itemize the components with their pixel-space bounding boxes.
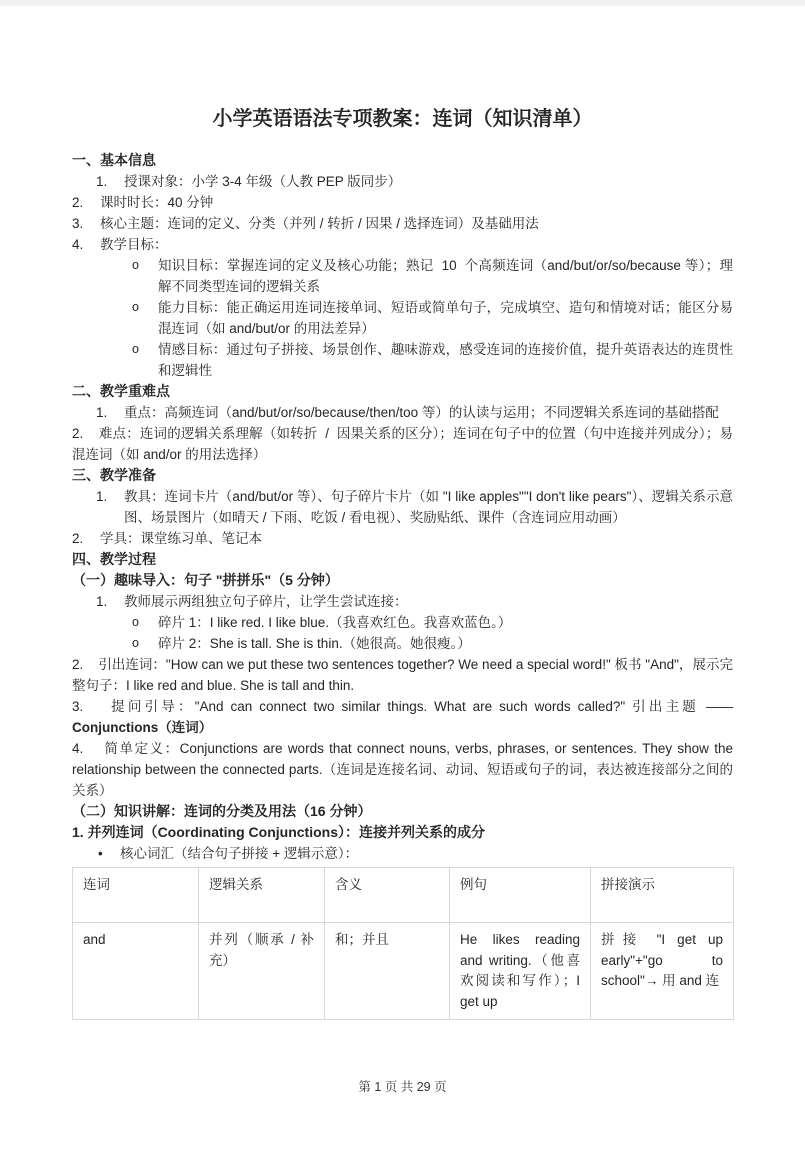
cell-example: He likes reading and writing.（他喜欢阅读和写作）；I get up bbox=[450, 923, 591, 1020]
list-item-key-point bbox=[96, 402, 733, 423]
list-item-core-topic bbox=[72, 213, 733, 234]
cell-splice-demo: 拼接 "I get up early"+"go to school"→ 用 and 连 bbox=[591, 923, 734, 1020]
list-text: 碎片 2：She is tall. She is thin.（她很高。她很瘦。） bbox=[158, 636, 471, 651]
list-item-target-audience bbox=[96, 171, 733, 192]
bullet-core-vocab bbox=[98, 843, 733, 864]
col-header-logic-relation: 逻辑关系 bbox=[199, 868, 325, 923]
goal-item-knowledge bbox=[132, 255, 733, 297]
list-text: 教具：连词卡片（and/but/or 等）、句子碎片卡片（如 "I like apples""I don't like pears"）、逻辑关系示意图、场景图片（如晴天 / 下雨、吃饭 / 看电视）、奖励贴纸、课件（含连词应用动画） bbox=[124, 489, 733, 525]
goal-item-emotion bbox=[132, 339, 733, 381]
table-row-and bbox=[73, 923, 734, 1020]
step3-text: 3. 提问引导："And can connect two similar things. What are such words called?" 引出主题 —— bbox=[72, 699, 733, 714]
heading-process: 四、教学过程 bbox=[72, 551, 156, 567]
list-marker: 1. bbox=[96, 489, 108, 504]
circle-bullet-marker: o bbox=[132, 300, 139, 314]
list-item-step2: 2. 引出连词："How can we put these two sentences together? We need a special word!" 板书 "And"，展示完整句子：I like red and blue. She is tall and thin. bbox=[72, 657, 733, 693]
list-item-teaching-goals bbox=[72, 234, 733, 255]
list-text: 核心主题：连词的定义、分类（并列 / 转折 / 因果 / 选择连词）及基础用法 bbox=[100, 216, 539, 231]
list-text: 能力目标：能正确运用连词连接单词、短语或简单句子，完成填空、造句和情境对话；能区分易混连词（如 and/but/or 的用法差异） bbox=[158, 300, 733, 336]
list-text: 重点：高频连词（and/but/or/so/because/then/too 等）的认读与运用；不同逻辑关系连词的基础搭配 bbox=[124, 405, 719, 420]
list-text: 核心词汇（结合句子拼接 + 逻辑示意）： bbox=[120, 846, 359, 861]
circle-bullet-marker: o bbox=[132, 615, 139, 629]
col-header-splice-demo: 拼接演示 bbox=[591, 868, 734, 923]
circle-bullet-marker: o bbox=[132, 342, 139, 356]
heading-coordinating-conjunctions: 1. 并列连词（Coordinating Conjunctions）：连接并列关系的成分 bbox=[72, 824, 485, 840]
col-header-example: 例句 bbox=[450, 868, 591, 923]
list-item-step4-definition: 4. 简单定义：Conjunctions are words that connect nouns, verbs, phrases, or sentences. They show the relationship between the connected parts.（连词是连接名词、动词、短语或句子的词，表达被连接部分之间的关系） bbox=[72, 741, 733, 798]
list-marker: 1. bbox=[96, 405, 108, 420]
table-header-row bbox=[73, 868, 734, 923]
vocab-table bbox=[72, 867, 734, 1020]
heading-preparation: 三、教学准备 bbox=[72, 467, 156, 483]
list-marker: 3. bbox=[72, 216, 84, 231]
list-item-student-supplies bbox=[72, 528, 733, 549]
list-marker: 4. bbox=[72, 237, 84, 252]
subheading-knowledge-explain: （二）知识讲解：连词的分类及用法（16 分钟） bbox=[72, 803, 372, 819]
circle-bullet-marker: o bbox=[132, 636, 139, 650]
fragment-item-1 bbox=[132, 612, 733, 633]
list-text: 碎片 1：I like red. I like blue.（我喜欢红色。我喜欢蓝色。） bbox=[158, 615, 512, 630]
list-item-teaching-aids bbox=[96, 486, 733, 528]
list-item-duration bbox=[72, 192, 733, 213]
goal-item-ability bbox=[132, 297, 733, 339]
heading-basic-info: 一、基本信息 bbox=[72, 152, 156, 168]
heading-key-points: 二、教学重难点 bbox=[72, 383, 170, 399]
list-marker: 2. bbox=[72, 531, 84, 546]
list-marker: 1. bbox=[96, 174, 108, 189]
doc-title: 小学英语语法专项教案：连词（知识清单） bbox=[212, 108, 593, 130]
list-text: 授课对象：小学 3-4 年级（人教 PEP 版同步） bbox=[124, 174, 402, 189]
document-page bbox=[0, 6, 805, 1150]
cell-meaning: 和；并且 bbox=[325, 923, 450, 1020]
col-header-meaning: 含义 bbox=[325, 868, 450, 923]
fragment-item-2 bbox=[132, 633, 733, 654]
list-text: 情感目标：通过句子拼接、场景创作、趣味游戏，感受连词的连接价值，提升英语表达的连贯性和逻辑性 bbox=[158, 342, 733, 378]
list-text: 教学目标： bbox=[100, 237, 168, 252]
col-header-conjunction: 连词 bbox=[73, 868, 199, 923]
circle-bullet-marker: o bbox=[132, 258, 139, 272]
list-item-step1 bbox=[96, 591, 733, 612]
list-item-difficulty: 2. 难点：连词的逻辑关系理解（如转折 / 因果关系的区分）；连词在句子中的位置（句中连接并列成分）；易混连词（如 and/or 的用法选择） bbox=[72, 426, 733, 462]
step3-topic-conjunctions: Conjunctions（连词） bbox=[72, 720, 213, 735]
page-number-footer: 第 1 页 共 29 页 bbox=[358, 1080, 447, 1094]
subheading-fun-intro: （一）趣味导入：句子 "拼拼乐"（5 分钟） bbox=[72, 572, 339, 588]
list-text: 课时时长：40 分钟 bbox=[100, 195, 214, 210]
list-text: 学具：课堂练习单、笔记本 bbox=[100, 531, 262, 546]
dot-bullet-marker: • bbox=[98, 846, 103, 861]
list-text: 教师展示两组独立句子碎片，让学生尝试连接： bbox=[124, 594, 408, 609]
list-marker: 2. bbox=[72, 195, 84, 210]
list-text: 知识目标：掌握连词的定义及核心功能；熟记 10 个高频连词（and/but/or/so/because 等）；理解不同类型连词的逻辑关系 bbox=[158, 258, 733, 294]
list-marker: 1. bbox=[96, 594, 108, 609]
document-content bbox=[0, 6, 805, 1020]
cell-conjunction: and bbox=[73, 923, 199, 1020]
list-item-step3 bbox=[72, 696, 733, 738]
cell-logic-relation: 并列（顺承 / 补充） bbox=[199, 923, 325, 1020]
